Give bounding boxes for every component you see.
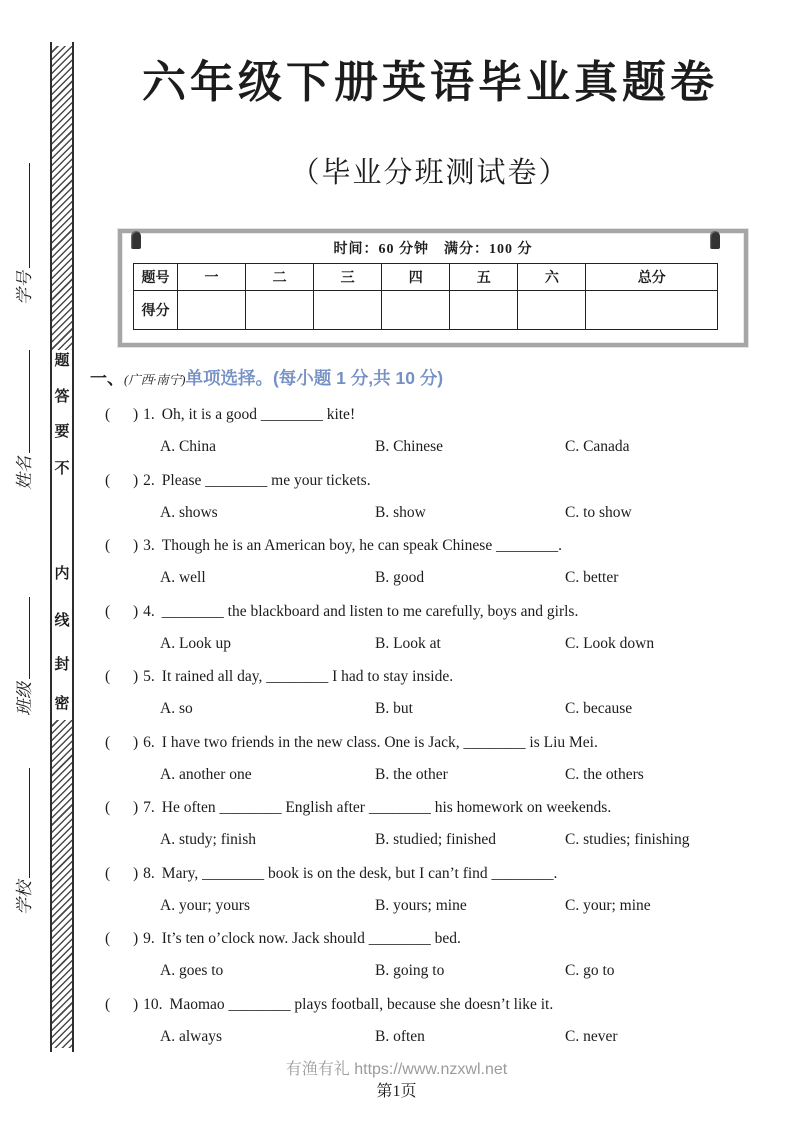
answer-bracket-open: (	[105, 668, 111, 685]
option-row	[90, 890, 785, 923]
question-row	[90, 791, 785, 857]
option-a: A. Look up	[160, 634, 232, 652]
option-c: C. studies; finishing	[565, 831, 690, 848]
option-a: A. China	[160, 438, 216, 455]
option-a: A. shows	[160, 503, 218, 521]
score-table	[133, 263, 718, 330]
question-text: Please ________ me your tickets.	[161, 471, 371, 489]
question-text: Oh, it is a good ________ kite!	[161, 406, 356, 423]
question-text: Mary, ________ book is on the desk, but I can’t find ________.	[161, 864, 558, 882]
answer-bracket-open: (	[105, 864, 111, 882]
seal-hatch-pattern	[52, 720, 72, 1048]
header-cell: 一	[178, 264, 246, 291]
field-blank-line	[14, 163, 30, 268]
field-label: 学校	[15, 881, 34, 915]
question-number: 9.	[143, 930, 155, 947]
question-stem	[90, 595, 785, 628]
question-row	[90, 726, 785, 792]
seal-text-char: 要	[54, 424, 70, 440]
option-b: B. Look at	[375, 634, 441, 652]
question-text: It rained all day, ________ I had to stay inside.	[161, 668, 454, 685]
question-row	[90, 595, 785, 661]
header-cell: 六	[518, 264, 586, 291]
question-text: Though he is an American boy, he can speak Chinese ________.	[161, 537, 562, 554]
seal-text-char: 封	[54, 657, 70, 673]
question-row	[90, 988, 785, 1054]
header-cell: 四	[382, 264, 450, 291]
question-stem	[90, 398, 785, 431]
question-stem	[90, 988, 785, 1021]
field-label: 学号	[15, 271, 34, 305]
question-stem	[90, 726, 785, 759]
question-number: 8.	[143, 864, 155, 882]
answer-bracket-open: (	[105, 471, 111, 489]
answer-bracket-close: )	[133, 406, 139, 423]
question-number: 5.	[143, 668, 155, 685]
score-table-value-row	[134, 291, 718, 330]
header-cell: 三	[314, 264, 382, 291]
section-heading	[90, 366, 443, 392]
option-a: A. another one	[160, 765, 252, 783]
seal-text-char: 不	[54, 461, 70, 477]
seal-text-char: 内	[54, 566, 70, 582]
question-number: 10.	[143, 995, 163, 1013]
section-source: (广西·南宁)	[124, 373, 186, 387]
answer-bracket-open: (	[105, 930, 111, 947]
seal-text-char: 答	[54, 389, 70, 405]
score-cell	[518, 291, 586, 330]
answer-bracket-close: )	[133, 995, 139, 1013]
seal-border-line	[72, 42, 74, 1052]
option-a: A. your; yours	[160, 896, 250, 914]
question-row	[90, 398, 785, 464]
question-row	[90, 464, 785, 530]
question-text: I have two friends in the new class. One is Jack, ________ is Liu Mei.	[161, 733, 598, 751]
answer-bracket-open: (	[105, 406, 111, 423]
question-list	[90, 398, 785, 1053]
option-c: C. Look down	[565, 634, 655, 652]
option-c: C. Canada	[565, 438, 630, 455]
page-title: 六年级下册英语毕业真题卷	[142, 58, 718, 107]
row-label-cell: 得分	[134, 291, 178, 330]
footer-page-number: 第1页	[376, 1083, 417, 1100]
margin-field-student-number	[14, 163, 36, 305]
question-text: ________ the blackboard and listen to me carefully, boys and girls.	[161, 602, 579, 620]
push-pin-icon	[131, 231, 141, 249]
header-cell: 二	[246, 264, 314, 291]
option-b: B. but	[375, 700, 413, 717]
option-b: B. yours; mine	[375, 896, 467, 914]
score-cell	[178, 291, 246, 330]
question-row	[90, 922, 785, 988]
header-cell: 五	[450, 264, 518, 291]
score-board	[118, 229, 748, 347]
answer-bracket-close: )	[133, 799, 139, 816]
option-c: C. your; mine	[565, 896, 651, 914]
option-b: B. good	[375, 569, 425, 586]
option-row	[90, 431, 785, 464]
question-number: 7.	[143, 799, 155, 816]
option-b: B. studied; finished	[375, 831, 496, 848]
option-a: A. so	[160, 700, 193, 717]
option-a: A. well	[160, 569, 206, 586]
field-label: 姓名	[15, 456, 34, 490]
seal-text-char: 密	[54, 696, 70, 712]
page-subtitle: （毕业分班测试卷）	[290, 157, 570, 189]
answer-bracket-open: (	[105, 995, 111, 1013]
option-b: B. Chinese	[375, 438, 444, 455]
answer-bracket-close: )	[133, 930, 139, 947]
answer-bracket-close: )	[133, 602, 139, 620]
header-cell: 总分	[586, 264, 718, 291]
field-blank-line	[14, 597, 30, 679]
section-number: 一、	[90, 369, 124, 388]
question-number: 2.	[143, 471, 155, 489]
question-stem	[90, 464, 785, 497]
score-cell	[246, 291, 314, 330]
answer-bracket-close: )	[133, 733, 139, 751]
option-row	[90, 824, 785, 857]
question-stem	[90, 660, 785, 693]
option-row	[90, 759, 785, 792]
option-row	[90, 497, 785, 530]
option-a: A. goes to	[160, 962, 224, 979]
answer-bracket-close: )	[133, 537, 139, 554]
option-row	[90, 1021, 785, 1054]
answer-bracket-open: (	[105, 733, 111, 751]
section-title: 单项选择。(每小题 1 分,共 10 分)	[185, 368, 444, 388]
footer-watermark: 有渔有礼 https://www.nzxwl.net	[285, 1061, 508, 1078]
option-c: C. because	[565, 700, 633, 717]
question-stem	[90, 791, 785, 824]
answer-bracket-open: (	[105, 602, 111, 620]
option-c: C. to show	[565, 503, 632, 521]
score-cell	[314, 291, 382, 330]
answer-bracket-close: )	[133, 668, 139, 685]
margin-field-name	[14, 350, 36, 490]
question-number: 1.	[143, 406, 155, 423]
answer-bracket-open: (	[105, 537, 111, 554]
score-cell	[586, 291, 718, 330]
question-text: He often ________ English after ________ his homework on weekends.	[161, 799, 612, 816]
field-label: 班级	[15, 682, 34, 716]
question-number: 3.	[143, 537, 155, 554]
option-a: A. always	[160, 1027, 222, 1045]
question-number: 6.	[143, 733, 155, 751]
option-row	[90, 628, 785, 661]
seal-text-char: 题	[54, 353, 70, 369]
question-number: 4.	[143, 602, 155, 620]
question-stem	[90, 857, 785, 890]
option-b: B. show	[375, 503, 426, 521]
seal-text-char: 线	[54, 613, 70, 629]
margin-field-school	[14, 768, 36, 915]
margin-field-class	[14, 597, 36, 716]
option-c: C. never	[565, 1027, 618, 1045]
option-a: A. study; finish	[160, 831, 257, 848]
option-c: C. the others	[565, 765, 644, 783]
field-blank-line	[14, 350, 30, 453]
option-b: B. often	[375, 1027, 425, 1045]
question-text: It’s ten o’clock now. Jack should ________ bed.	[161, 930, 461, 947]
option-row	[90, 693, 785, 726]
header-cell: 题号	[134, 264, 178, 291]
score-cell	[450, 291, 518, 330]
answer-bracket-open: (	[105, 799, 111, 816]
option-row	[90, 955, 785, 988]
question-row	[90, 660, 785, 726]
score-cell	[382, 291, 450, 330]
question-stem	[90, 529, 785, 562]
question-row	[90, 857, 785, 923]
question-text: Maomao ________ plays football, because she doesn’t like it.	[169, 995, 554, 1013]
option-b: B. going to	[375, 962, 445, 979]
option-b: B. the other	[375, 765, 448, 783]
exam-meta: 时间：60 分钟 满分：100 分	[333, 242, 533, 257]
push-pin-icon	[710, 231, 720, 249]
answer-bracket-close: )	[133, 864, 139, 882]
score-table-header-row	[134, 264, 718, 291]
answer-bracket-close: )	[133, 471, 139, 489]
question-row	[90, 529, 785, 595]
option-c: C. go to	[565, 962, 615, 979]
seal-hatch-pattern	[52, 46, 72, 350]
option-row	[90, 562, 785, 595]
question-stem	[90, 922, 785, 955]
field-blank-line	[14, 768, 30, 878]
option-c: C. better	[565, 569, 619, 586]
